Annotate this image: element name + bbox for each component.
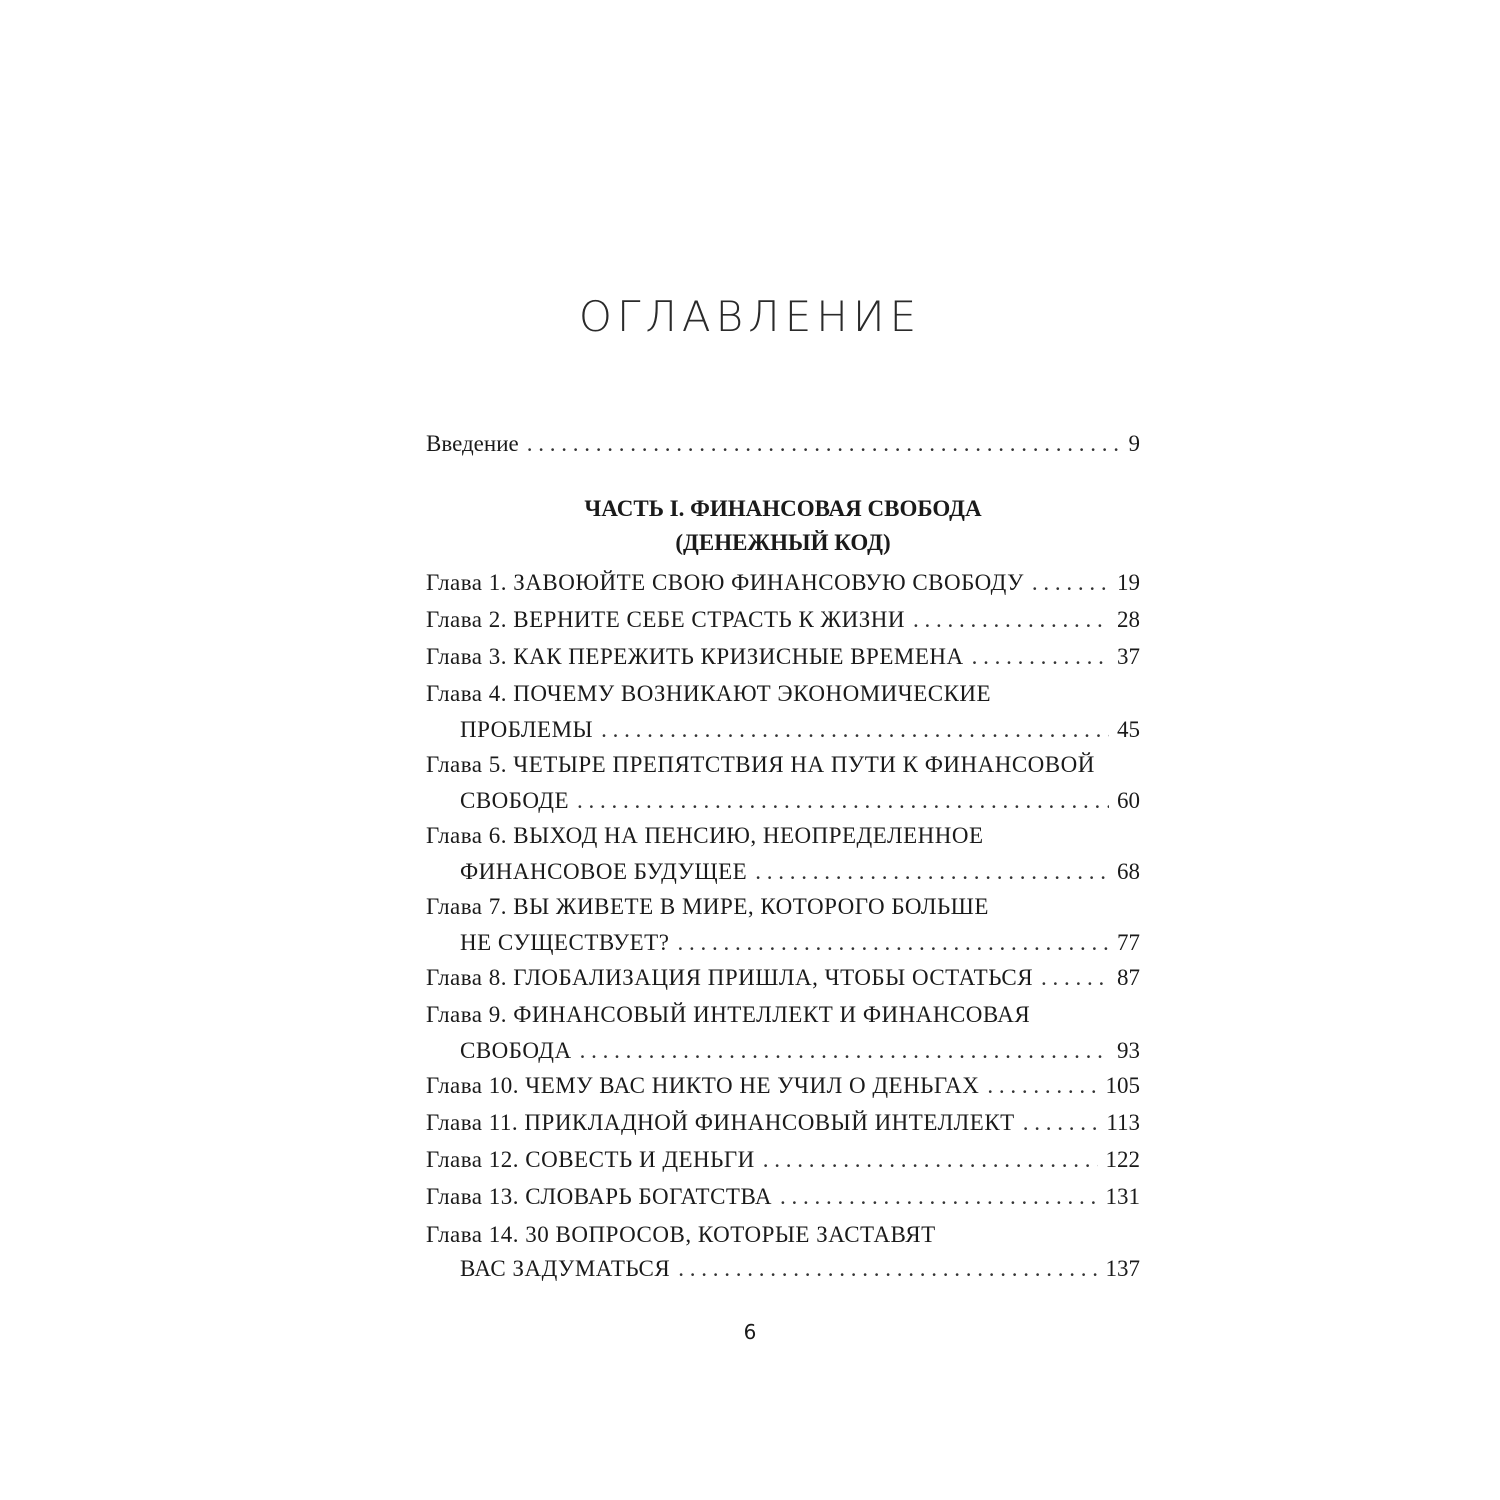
toc-line bbox=[460, 1251, 1140, 1287]
toc-line bbox=[426, 1105, 1140, 1141]
toc-entry-chapter-3 bbox=[426, 639, 1140, 675]
toc-line bbox=[460, 1033, 1140, 1069]
leader-dots bbox=[763, 1142, 1098, 1178]
toc-page-number: 131 bbox=[1105, 1184, 1140, 1209]
page-title: ОГЛАВЛЕНИЕ bbox=[578, 292, 922, 341]
toc-entry-chapter-4 bbox=[426, 676, 1140, 748]
toc-label-continuation: ПРОБЛЕМЫ bbox=[460, 717, 594, 742]
toc-label: Введение bbox=[426, 431, 519, 456]
toc-page-number: 122 bbox=[1105, 1147, 1140, 1172]
toc-label-continuation: НЕ СУЩЕСТВУЕТ? bbox=[460, 930, 670, 955]
toc-line bbox=[426, 960, 1140, 996]
toc-page-number: 105 bbox=[1105, 1073, 1140, 1098]
leader-dots bbox=[913, 602, 1109, 638]
toc-page-number: 87 bbox=[1117, 965, 1140, 990]
toc-entry-chapter-7 bbox=[426, 889, 1140, 961]
leader-dots bbox=[987, 1068, 1097, 1104]
leader-dots bbox=[755, 854, 1109, 890]
toc-entry-chapter-2 bbox=[426, 602, 1140, 638]
part-heading-line2: (ДЕНЕЖНЫЙ КОД) bbox=[675, 530, 891, 555]
toc-label: Глава 5. ЧЕТЫРЕ ПРЕПЯТСТВИЯ НА ПУТИ К ФИНАНСОВОЙ bbox=[426, 752, 1095, 777]
toc-entry-chapter-6 bbox=[426, 818, 1140, 890]
toc-label: Глава 7. ВЫ ЖИВЕТЕ В МИРЕ, КОТОРОГО БОЛЬШЕ bbox=[426, 894, 989, 919]
toc-page-number: 19 bbox=[1117, 570, 1140, 595]
toc-line bbox=[460, 854, 1140, 890]
leader-dots bbox=[580, 1033, 1109, 1069]
toc-label-continuation: ФИНАНСОВОЕ БУДУЩЕЕ bbox=[460, 859, 748, 884]
toc-label: Глава 11. ПРИКЛАДНОЙ ФИНАНСОВЫЙ ИНТЕЛЛЕКТ bbox=[426, 1110, 1015, 1135]
toc-entry-chapter-9 bbox=[426, 997, 1140, 1069]
leader-dots bbox=[577, 783, 1109, 819]
toc-page-number: 137 bbox=[1105, 1256, 1140, 1281]
toc-label: Глава 1. ЗАВОЮЙТЕ СВОЮ ФИНАНСОВУЮ СВОБОДУ bbox=[426, 570, 1024, 595]
leader-dots bbox=[677, 925, 1109, 961]
toc-line bbox=[426, 602, 1140, 638]
toc-entry-chapter-5 bbox=[426, 747, 1140, 819]
toc-label: Глава 3. КАК ПЕРЕЖИТЬ КРИЗИСНЫЕ ВРЕМЕНА bbox=[426, 644, 964, 669]
toc-entry-chapter-8 bbox=[426, 960, 1140, 996]
page-number-footer: 6 bbox=[743, 1320, 757, 1344]
toc-page-number: 77 bbox=[1117, 930, 1140, 955]
leader-dots bbox=[601, 712, 1109, 748]
toc-line bbox=[426, 1179, 1140, 1215]
toc-label: Глава 14. 30 ВОПРОСОВ, КОТОРЫЕ ЗАСТАВЯТ bbox=[426, 1222, 936, 1247]
toc-label: Глава 4. ПОЧЕМУ ВОЗНИКАЮТ ЭКОНОМИЧЕСКИЕ bbox=[426, 681, 992, 706]
toc-line bbox=[426, 426, 1140, 462]
part-heading-line1: ЧАСТЬ I. ФИНАНСОВАЯ СВОБОДА bbox=[584, 496, 982, 521]
leader-dots bbox=[1032, 565, 1109, 601]
toc-page-number: 93 bbox=[1117, 1038, 1140, 1063]
leader-dots bbox=[972, 639, 1109, 675]
toc-label-continuation: СВОБОДЕ bbox=[460, 788, 570, 813]
toc-entry-chapter-12 bbox=[426, 1142, 1140, 1178]
toc-label-continuation: ВАС ЗАДУМАТЬСЯ bbox=[460, 1256, 671, 1281]
toc-entry-chapter-10 bbox=[426, 1068, 1140, 1104]
toc-label: Глава 9. ФИНАНСОВЫЙ ИНТЕЛЛЕКТ И ФИНАНСОВАЯ bbox=[426, 1002, 1031, 1027]
toc-entry-introduction bbox=[426, 426, 1140, 462]
toc-page-number: 60 bbox=[1117, 788, 1140, 813]
leader-dots bbox=[527, 426, 1121, 462]
toc-line bbox=[426, 639, 1140, 675]
leader-dots bbox=[780, 1179, 1098, 1215]
toc-label: Глава 2. ВЕРНИТЕ СЕБЕ СТРАСТЬ К ЖИЗНИ bbox=[426, 607, 906, 632]
toc-entry-chapter-13 bbox=[426, 1179, 1140, 1215]
leader-dots bbox=[1023, 1105, 1099, 1141]
toc-page-number: 68 bbox=[1117, 859, 1140, 884]
toc-line bbox=[426, 1142, 1140, 1178]
toc-label: Глава 6. ВЫХОД НА ПЕНСИЮ, НЕОПРЕДЕЛЕННОЕ bbox=[426, 823, 984, 848]
toc-line bbox=[426, 1068, 1140, 1104]
part-heading bbox=[426, 492, 1140, 560]
toc-line bbox=[460, 925, 1140, 961]
toc-entry-chapter-14 bbox=[426, 1217, 1140, 1289]
toc-line bbox=[426, 565, 1140, 601]
toc-entry-chapter-1 bbox=[426, 565, 1140, 601]
toc-page-number: 37 bbox=[1117, 644, 1140, 669]
toc-label: Глава 8. ГЛОБАЛИЗАЦИЯ ПРИШЛА, ЧТОБЫ ОСТАТЬСЯ bbox=[426, 965, 1034, 990]
toc-label: Глава 10. ЧЕМУ ВАС НИКТО НЕ УЧИЛ О ДЕНЬГАХ bbox=[426, 1073, 980, 1098]
leader-dots bbox=[1041, 960, 1109, 996]
toc-page-number: 28 bbox=[1117, 607, 1140, 632]
leader-dots bbox=[678, 1251, 1097, 1287]
toc-page-number: 45 bbox=[1117, 717, 1140, 742]
toc-label: Глава 13. СЛОВАРЬ БОГАТСТВА bbox=[426, 1184, 772, 1209]
toc-entry-chapter-11 bbox=[426, 1105, 1140, 1141]
toc-label-continuation: СВОБОДА bbox=[460, 1038, 572, 1063]
toc-line bbox=[460, 712, 1140, 748]
toc-page-number: 113 bbox=[1106, 1110, 1140, 1135]
toc-line bbox=[460, 783, 1140, 819]
toc-page-number: 9 bbox=[1128, 431, 1140, 456]
toc-label: Глава 12. СОВЕСТЬ И ДЕНЬГИ bbox=[426, 1147, 755, 1172]
